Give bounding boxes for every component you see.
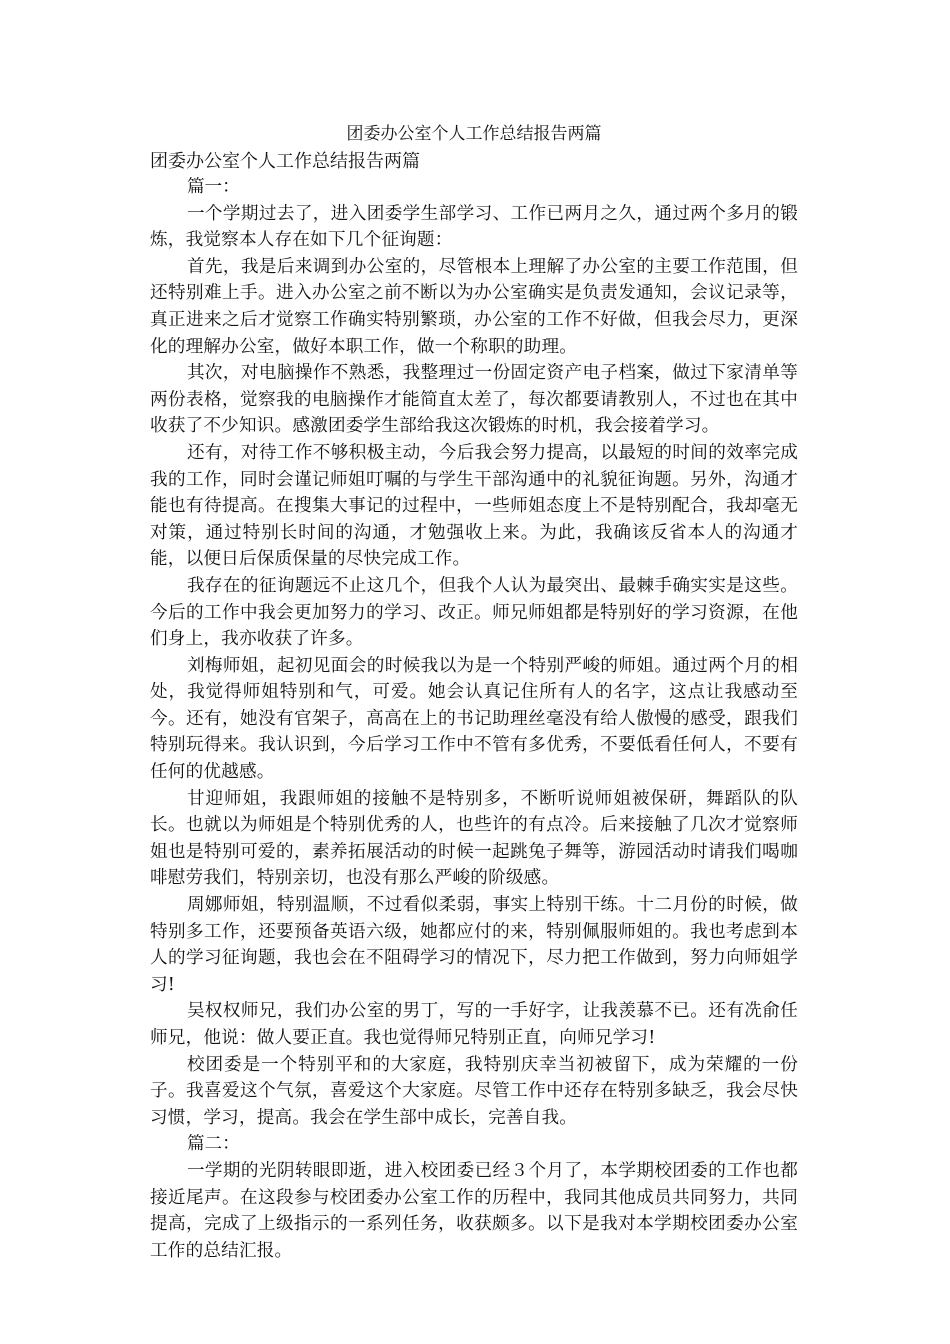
paragraph: 一学期的光阴转眼即逝，进入校团委已经３个月了，本学期校团委的工作也都接近尾声。在这段参与校团委办公室工作的历程中，我同其他成员共同努力，共同提高，完成了上级指示的一系列任务，收获颇多。以下是我对本学期校团委办公室工作的总结汇报。: [150, 1160, 798, 1261]
document-page: [150, 122, 798, 1264]
paragraph: 周娜师姐，特别温顺，不过看似柔弱，事实上特别干练。十二月份的时候，做特别多工作，还要预备英语六级，她都应付的来，特别佩服师姐的。我也考虑到本人的学习征询题，我也会在不阻碍学习的情况下，尽力把工作做到，努力向师姐学习!: [150, 895, 798, 995]
section-two: [150, 1131, 798, 1264]
paragraph: 还有，对待工作不够积极主动，今后我会努力提高，以最短的时间的效率完成我的工作，同时会谨记师姐叮嘱的与学生干部沟通中的礼貌征询题。另外，沟通才能也有待提高。在搜集大事记的过程中，一些师姐态度上不是特别配合，我却毫无对策，通过特别长时间的沟通，才勉强收上来。为此，我确该反省本人的沟通才能，以便日后保质保量的尽快完成工作。: [150, 442, 798, 570]
paragraph: 首先，我是后来调到办公室的，尽管根本上理解了办公室的主要工作范围，但还特别难上手。进入办公室之前不断以为办公室确实是负责发通知，会议记录等，真正进来之后才觉察工作确实特别繁琐，办公室的工作不好做，但我会尽力，更深化的理解办公室，做好本职工作，做一个称职的助理。: [150, 256, 798, 357]
paragraph: 其次，对电脑操作不熟悉，我整理过一份固定资产电子档案，做过下家清单等两份表格，觉察我的电脑操作才能简直太差了，每次都要请教别人，不过也在其中收获了不少知识。感激团委学生部给我这次锻炼的时机，我会接着学习。: [150, 363, 798, 437]
section-one-heading: 篇一：: [186, 177, 240, 197]
section-one: [150, 174, 798, 1131]
paragraph: 一个学期过去了，进入团委学生部学习、工作已两月之久，通过两个多月的锻炼，我觉察本人存在如下几个征询题：: [150, 203, 798, 251]
paragraph: 吴权权师兄，我们办公室的男丁，写的一手好字，让我羡慕不已。还有冼俞任师兄，他说：做人要正直。我也觉得师兄特别正直，向师兄学习!: [150, 1001, 798, 1048]
document-subtitle: 团委办公室个人工作总结报告两篇: [150, 151, 420, 172]
paragraph: 校团委是一个特别平和的大家庭，我特别庆幸当初被留下，成为荣耀的一份子。我喜爱这个气氛，喜爱这个大家庭。尽管工作中还存在特别多缺乏，我会尽快习惯，学习，提高。我会在学生部中成长，完善自我。: [150, 1054, 798, 1128]
document-title: 团委办公室个人工作总结报告两篇: [346, 124, 602, 144]
paragraph: 刘梅师姐，起初见面会的时候我以为是一个特别严峻的师姐。通过两个月的相处，我觉得师姐特别和气，可爱。她会认真记住所有人的名字，这点让我感动至今。还有，她没有官架子，高高在上的书记助理丝毫没有给人傲慢的感受，跟我们特别玩得来。我认识到，今后学习工作中不管有多优秀，不要低看任何人，不要有任何的优越感。: [150, 655, 798, 783]
paragraph: 我存在的征询题远不止这几个，但我个人认为最突出、最棘手确实实是这些。今后的工作中我会更加努力的学习、改正。师兄师姐都是特别好的学习资源，在他们身上，我亦收获了许多。: [150, 575, 798, 650]
section-two-heading: 篇二：: [186, 1134, 240, 1155]
paragraph: 甘迎师姐，我跟师姐的接触不是特别多，不断听说师姐被保研，舞蹈队的队长。也就以为师姐是个特别优秀的人，也些许的有点冷。后来接触了几次才觉察师姐也是特别可爱的，素养拓展活动的时候一起跳兔子舞等，游园活动时请我们喝咖啡慰劳我们，特别亲切，也没有那么严峻的阶级感。: [150, 788, 798, 889]
